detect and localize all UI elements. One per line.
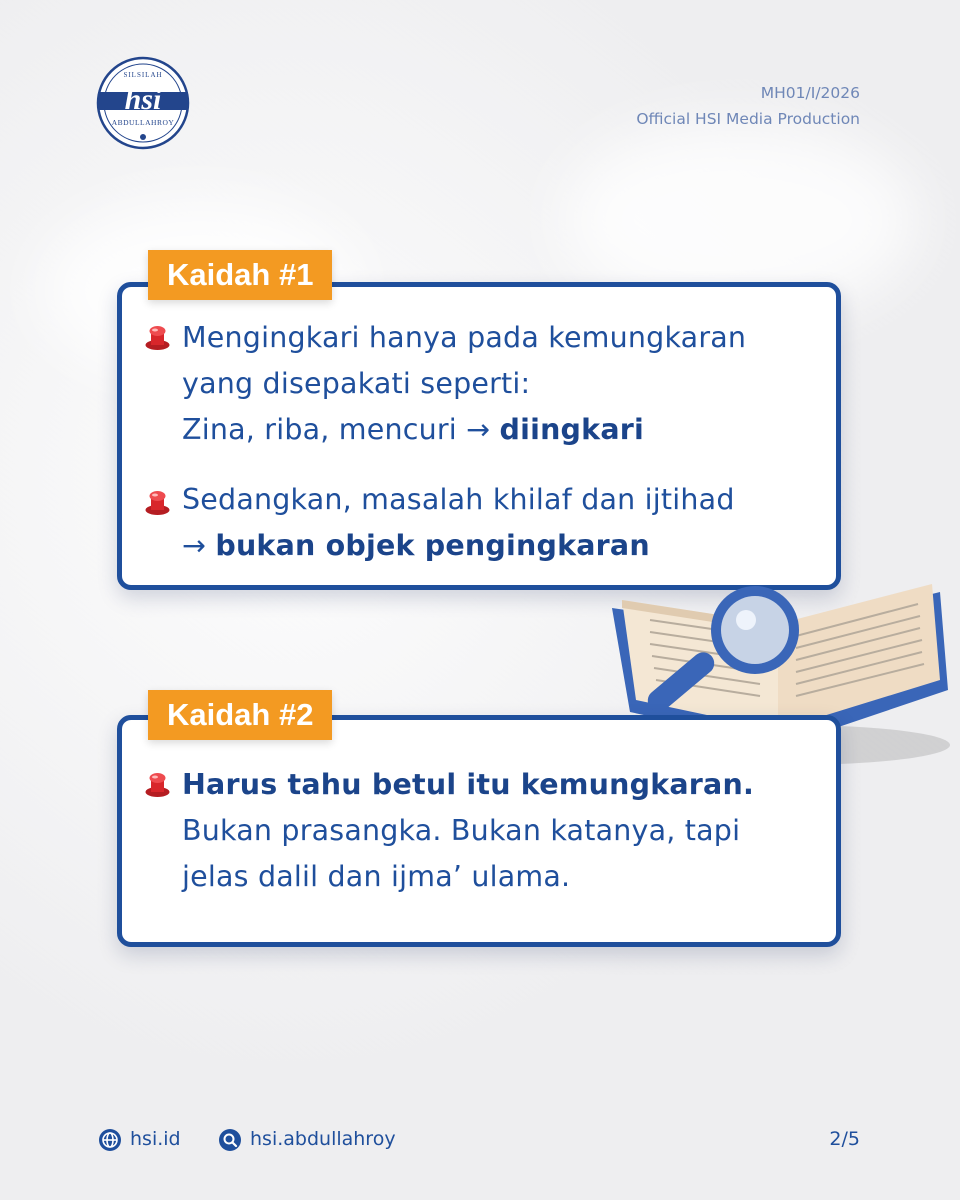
meta-code: MH01/I/2026 [760,84,860,102]
meta-production: Official HSI Media Production [636,110,860,128]
red-pushpin-icon [143,487,172,516]
search-icon [218,1128,242,1152]
page-number: 2/5 [829,1128,860,1150]
kaidah2-point1 [182,762,754,900]
website-link[interactable]: hsi.id [130,1128,181,1150]
svg-text:ABDULLAHROY: ABDULLAHROY [111,118,175,127]
kaidah2-point1-line2: Bukan prasangka. Bukan katanya, tapi [182,814,741,847]
red-pushpin-icon [143,322,172,351]
kaidah1-point2-line2-bold: bukan objek pengingkaran [215,529,650,562]
hsi-logo [95,55,191,151]
kaidah2-tag: Kaidah #2 [148,690,332,740]
kaidah1-point2-line1: Sedangkan, masalah khilaf dan ijtihad [182,483,735,516]
kaidah1-point1 [182,315,746,453]
svg-text:hsi: hsi [124,83,162,116]
svg-text:SILSILAH: SILSILAH [123,71,163,79]
kaidah1-point1-line3-bold: diingkari [499,413,644,446]
social-handle[interactable]: hsi.abdullahroy [250,1128,396,1150]
kaidah1-point1-line3-prefix: Zina, riba, mencuri → [182,413,500,446]
meta-info [636,80,860,132]
kaidah2-point1-line3: jelas dalil dan ijma’ ulama. [182,860,571,893]
kaidah1-tag: Kaidah #1 [148,250,332,300]
red-pushpin-icon [143,769,172,798]
kaidah1-point1-line2: yang disepakati seperti: [182,367,531,400]
kaidah2-point1-line1: Harus tahu betul itu kemungkaran. [182,768,754,801]
kaidah1-point2-line2-prefix: → [182,529,216,562]
kaidah1-point1-line1: Mengingkari hanya pada kemungkaran [182,321,747,354]
globe-icon [98,1128,122,1152]
